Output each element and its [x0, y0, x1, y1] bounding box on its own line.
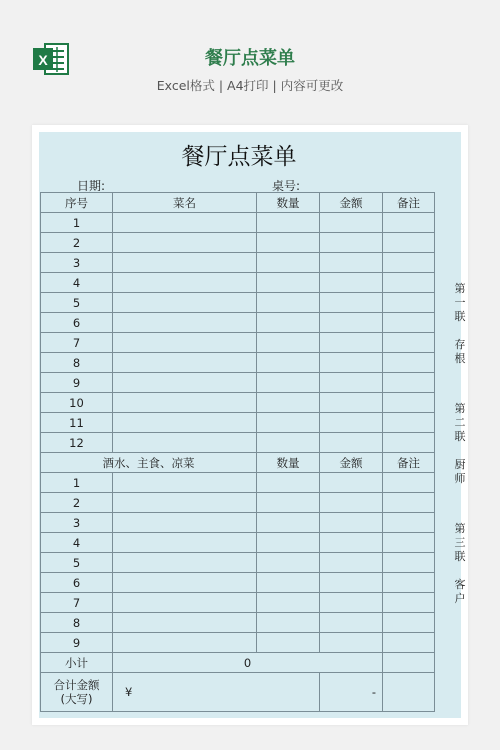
entry-cell[interactable] — [383, 373, 435, 393]
form-title: 餐厅点菜单 — [181, 144, 297, 170]
table-row — [41, 393, 435, 413]
copy-label-char: 师 — [454, 472, 466, 485]
entry-cell[interactable] — [257, 513, 320, 533]
row-number: 4 — [41, 273, 113, 293]
row-number: 3 — [41, 513, 113, 533]
copy-labels — [453, 282, 467, 606]
row-number: 9 — [41, 373, 113, 393]
table-header-row — [41, 193, 435, 213]
row-number: 8 — [41, 613, 113, 633]
column-header: 备注 — [383, 453, 435, 473]
table-row — [41, 353, 435, 373]
section-header-row — [41, 453, 435, 473]
entry-cell[interactable] — [383, 613, 435, 633]
table-row — [41, 633, 435, 653]
entry-cell[interactable] — [383, 233, 435, 253]
entry-cell[interactable] — [257, 393, 320, 413]
entry-cell[interactable] — [257, 593, 320, 613]
page-subtitle: Excel格式 | A4打印 | 内容可更改 — [156, 78, 344, 93]
entry-cell[interactable] — [257, 433, 320, 453]
column-header: 菜名 — [113, 193, 257, 213]
copy-label-char: 第 — [454, 282, 466, 295]
entry-cell[interactable] — [257, 353, 320, 373]
table-row — [41, 413, 435, 433]
entry-cell[interactable] — [320, 393, 383, 413]
copy-label-1 — [453, 282, 467, 366]
row-number: 7 — [41, 593, 113, 613]
entry-cell[interactable] — [257, 633, 320, 653]
page-header — [0, 0, 500, 118]
copy-label-char: 客 — [454, 578, 466, 591]
entry-cell[interactable] — [383, 293, 435, 313]
row-number: 11 — [41, 413, 113, 433]
entry-cell[interactable] — [320, 333, 383, 353]
copy-label-char: 联 — [454, 430, 466, 443]
entry-cell[interactable] — [257, 413, 320, 433]
entry-cell[interactable] — [383, 433, 435, 453]
table-row — [41, 213, 435, 233]
row-number: 6 — [41, 313, 113, 333]
entry-cell[interactable] — [320, 273, 383, 293]
table-row — [41, 573, 435, 593]
total-currency: ¥ — [113, 673, 320, 712]
entry-cell[interactable] — [383, 393, 435, 413]
entry-cell[interactable] — [320, 513, 383, 533]
entry-cell[interactable] — [383, 213, 435, 233]
entry-cell[interactable] — [113, 273, 257, 293]
entry-cell[interactable] — [320, 533, 383, 553]
row-number: 5 — [41, 553, 113, 573]
entry-cell[interactable] — [257, 293, 320, 313]
subtotal-value: 0 — [113, 653, 383, 673]
row-number: 1 — [41, 213, 113, 233]
page-title: 餐厅点菜单 — [205, 48, 295, 69]
entry-cell[interactable] — [320, 553, 383, 573]
copy-label-char: 联 — [454, 310, 466, 323]
entry-cell[interactable] — [383, 633, 435, 653]
entry-cell[interactable] — [320, 253, 383, 273]
entry-cell[interactable] — [383, 413, 435, 433]
total-label-line2: (大写) — [60, 692, 93, 706]
entry-cell[interactable] — [257, 573, 320, 593]
copy-label-char: 三 — [454, 536, 466, 549]
row-number: 10 — [41, 393, 113, 413]
copy-label-char: 联 — [454, 550, 466, 563]
copy-label-char: 一 — [454, 296, 466, 309]
entry-cell[interactable] — [113, 393, 257, 413]
entry-cell[interactable] — [383, 333, 435, 353]
copy-label-char: 第 — [454, 522, 466, 535]
column-header: 数量 — [257, 453, 320, 473]
row-number: 8 — [41, 353, 113, 373]
entry-cell[interactable] — [257, 233, 320, 253]
entry-cell[interactable] — [257, 213, 320, 233]
table-row — [41, 233, 435, 253]
row-number: 3 — [41, 253, 113, 273]
table-number-label: 桌号: — [272, 179, 301, 193]
column-header: 数量 — [257, 193, 320, 213]
table-row — [41, 333, 435, 353]
total-row — [41, 673, 435, 712]
copy-label-3 — [453, 522, 467, 606]
table-row — [41, 593, 435, 613]
table-row — [41, 313, 435, 333]
entry-cell[interactable] — [257, 333, 320, 353]
column-header: 酒水、主食、凉菜 — [41, 453, 257, 473]
total-label-line1: 合计金额 — [53, 678, 100, 692]
entry-cell[interactable] — [320, 493, 383, 513]
entry-cell[interactable] — [113, 433, 257, 453]
entry-cell[interactable] — [320, 233, 383, 253]
entry-cell[interactable] — [383, 473, 435, 493]
entry-cell[interactable] — [113, 213, 257, 233]
entry-cell[interactable] — [320, 633, 383, 653]
table-row — [41, 553, 435, 573]
row-number: 2 — [41, 493, 113, 513]
entry-cell[interactable] — [113, 633, 257, 653]
entry-cell[interactable] — [113, 493, 257, 513]
entry-cell[interactable] — [257, 313, 320, 333]
entry-cell[interactable] — [383, 533, 435, 553]
entry-cell[interactable] — [383, 513, 435, 533]
entry-cell[interactable] — [113, 613, 257, 633]
table-row — [41, 533, 435, 553]
row-number: 7 — [41, 333, 113, 353]
entry-cell[interactable] — [257, 373, 320, 393]
table-row — [41, 433, 435, 453]
copy-label-char: 存 — [454, 338, 466, 351]
entry-cell[interactable] — [320, 213, 383, 233]
total-amount: - — [320, 673, 383, 712]
entry-cell[interactable] — [383, 313, 435, 333]
entry-cell[interactable] — [383, 553, 435, 573]
entry-cell[interactable] — [113, 333, 257, 353]
entry-cell[interactable] — [320, 313, 383, 333]
subtotal-label: 小计 — [41, 653, 113, 673]
column-header: 金额 — [320, 453, 383, 473]
date-label: 日期: — [77, 179, 106, 193]
entry-cell[interactable] — [257, 273, 320, 293]
entry-cell[interactable] — [320, 413, 383, 433]
entry-cell[interactable] — [257, 553, 320, 573]
entry-cell[interactable] — [320, 613, 383, 633]
table-row — [41, 513, 435, 533]
row-number: 2 — [41, 233, 113, 253]
order-sheet — [39, 132, 466, 718]
row-number: 9 — [41, 633, 113, 653]
entry-cell[interactable] — [113, 313, 257, 333]
table-row — [41, 613, 435, 633]
row-number: 1 — [41, 473, 113, 493]
excel-icon-letter: X — [38, 52, 48, 68]
entry-cell[interactable] — [320, 293, 383, 313]
order-table — [40, 192, 435, 712]
entry-cell[interactable] — [257, 533, 320, 553]
total-note — [383, 673, 435, 712]
entry-cell[interactable] — [320, 353, 383, 373]
column-header: 备注 — [383, 193, 435, 213]
entry-cell[interactable] — [113, 413, 257, 433]
entry-cell[interactable] — [383, 353, 435, 373]
entry-cell[interactable] — [257, 473, 320, 493]
entry-cell[interactable] — [320, 373, 383, 393]
entry-cell[interactable] — [320, 593, 383, 613]
entry-cell[interactable] — [257, 613, 320, 633]
entry-cell[interactable] — [383, 253, 435, 273]
entry-cell[interactable] — [320, 433, 383, 453]
table-row — [41, 253, 435, 273]
copy-label-char: 第 — [454, 402, 466, 415]
column-header: 序号 — [41, 193, 113, 213]
subtotal-row — [41, 653, 435, 673]
table-row — [41, 373, 435, 393]
subtotal-note — [383, 653, 435, 673]
entry-cell[interactable] — [383, 273, 435, 293]
entry-cell[interactable] — [113, 373, 257, 393]
copy-label-2 — [453, 402, 467, 486]
copy-label-char: 户 — [454, 592, 466, 605]
entry-cell[interactable] — [113, 533, 257, 553]
entry-cell[interactable] — [257, 253, 320, 273]
entry-cell[interactable] — [113, 513, 257, 533]
copy-label-char: 根 — [454, 352, 466, 365]
entry-cell[interactable] — [113, 593, 257, 613]
paper-preview — [32, 125, 468, 725]
entry-cell[interactable] — [113, 353, 257, 373]
copy-label-char: 厨 — [454, 458, 466, 471]
entry-cell[interactable] — [383, 493, 435, 513]
row-number: 5 — [41, 293, 113, 313]
row-number: 4 — [41, 533, 113, 553]
entry-cell[interactable] — [113, 233, 257, 253]
entry-cell[interactable] — [113, 293, 257, 313]
entry-cell[interactable] — [320, 473, 383, 493]
copy-label-char: 二 — [454, 416, 466, 429]
entry-cell[interactable] — [113, 553, 257, 573]
entry-cell[interactable] — [257, 493, 320, 513]
table-row — [41, 273, 435, 293]
entry-cell[interactable] — [113, 253, 257, 273]
entry-cell[interactable] — [320, 573, 383, 593]
entry-cell[interactable] — [113, 573, 257, 593]
entry-cell[interactable] — [383, 593, 435, 613]
table-row — [41, 493, 435, 513]
entry-cell[interactable] — [113, 473, 257, 493]
total-label — [41, 673, 113, 712]
row-number: 12 — [41, 433, 113, 453]
column-header: 金额 — [320, 193, 383, 213]
table-row — [41, 293, 435, 313]
row-number: 6 — [41, 573, 113, 593]
table-row — [41, 473, 435, 493]
entry-cell[interactable] — [383, 573, 435, 593]
